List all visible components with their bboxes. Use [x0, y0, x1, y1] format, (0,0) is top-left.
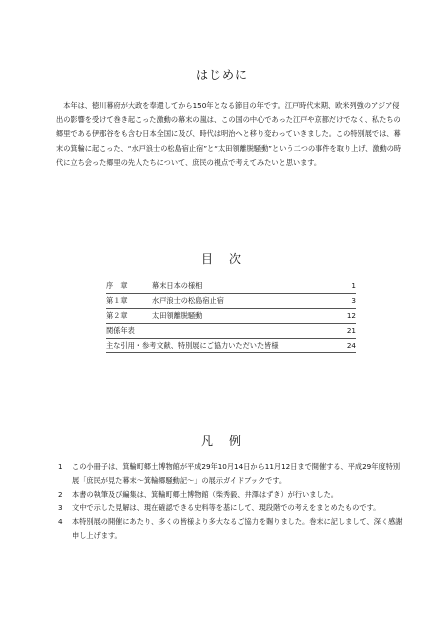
legend-item-text: 本特別展の開催にあたり、多くの皆様より多大なるご協力を賜りました。巻末に記しまして、深く感謝申し上げます。 — [72, 517, 403, 540]
toc-row[interactable] — [106, 309, 356, 324]
legend-item — [58, 488, 406, 502]
toc-label: 序 章 — [106, 281, 128, 290]
toc-page: 21 — [346, 325, 356, 335]
toc-page: 1 — [351, 281, 356, 290]
intro-paragraph: 本年は、徳川幕府が大政を奉還してから150年となる節目の年です。江戸時代末期、欧米列強のアジア侵出の影響を受けて巻き起こった激動の幕末の嵐は、この国の中心であった江戸や京都だけでなく、私たちの郷里である伊那谷をも含む日本全国に及び、時代は明治へと移り変わっていきました。この特別展では、幕末の箕輪に起こった、“水戸浪士の松島宿止宿”と“太田領離脱騒動”という二つの事件を取り上げ、激動の時代に立ち会った郷里の先人たちについて、庶民の視点で考えてみたいと思います。 — [56, 101, 402, 167]
toc-label: 第１章 — [106, 295, 128, 305]
legend-heading: 凡 例 — [200, 434, 243, 448]
intro-section — [56, 99, 404, 170]
toc-heading: 目 次 — [200, 252, 243, 266]
toc-row[interactable] — [106, 279, 356, 294]
legend-item-number: 1 — [58, 462, 63, 471]
legend-item — [58, 460, 406, 488]
legend-item-text: 本書の執筆及び編集は、箕輪町郷土博物館（柴秀毅、井澤はずき）が行いました。 — [72, 489, 338, 499]
legend-item — [58, 515, 406, 543]
toc-title: 幕末日本の様相 — [152, 281, 203, 290]
toc-label: 第２章 — [106, 310, 128, 320]
legend-item-number: 4 — [58, 517, 63, 527]
toc-label: 主な引用・参考文献、特別展にご協力いただいた皆様 — [106, 340, 279, 350]
toc-page: 24 — [346, 340, 356, 350]
toc-row[interactable] — [106, 339, 356, 354]
legend-item — [58, 501, 406, 515]
table-of-contents — [106, 279, 356, 353]
toc-label: 関係年表 — [106, 325, 135, 335]
intro-heading: はじめに — [195, 68, 248, 82]
toc-title: 水戸浪士の松島宿止宿 — [152, 295, 224, 305]
toc-title: 太田領離脱騒動 — [152, 310, 203, 320]
legend-section — [58, 460, 406, 543]
toc-row[interactable] — [106, 324, 356, 339]
legend-item-number: 3 — [58, 503, 63, 513]
toc-page: 12 — [346, 310, 356, 320]
legend-item-text: この小冊子は、箕輪町郷土博物館が平成29年10月14日から11月12日まで開催する、平成29年度特別展「庶民が見た幕末～箕輪郷騒動記～」の展示ガイドブックです。 — [72, 462, 401, 485]
legend-item-text: 文中で示した見解は、現在確認できる史料等を基にして、現段階での考えをまとめたものです。 — [72, 503, 381, 513]
toc-row[interactable] — [106, 294, 356, 309]
legend-item-number: 2 — [58, 489, 63, 499]
toc-page: 3 — [351, 295, 356, 305]
